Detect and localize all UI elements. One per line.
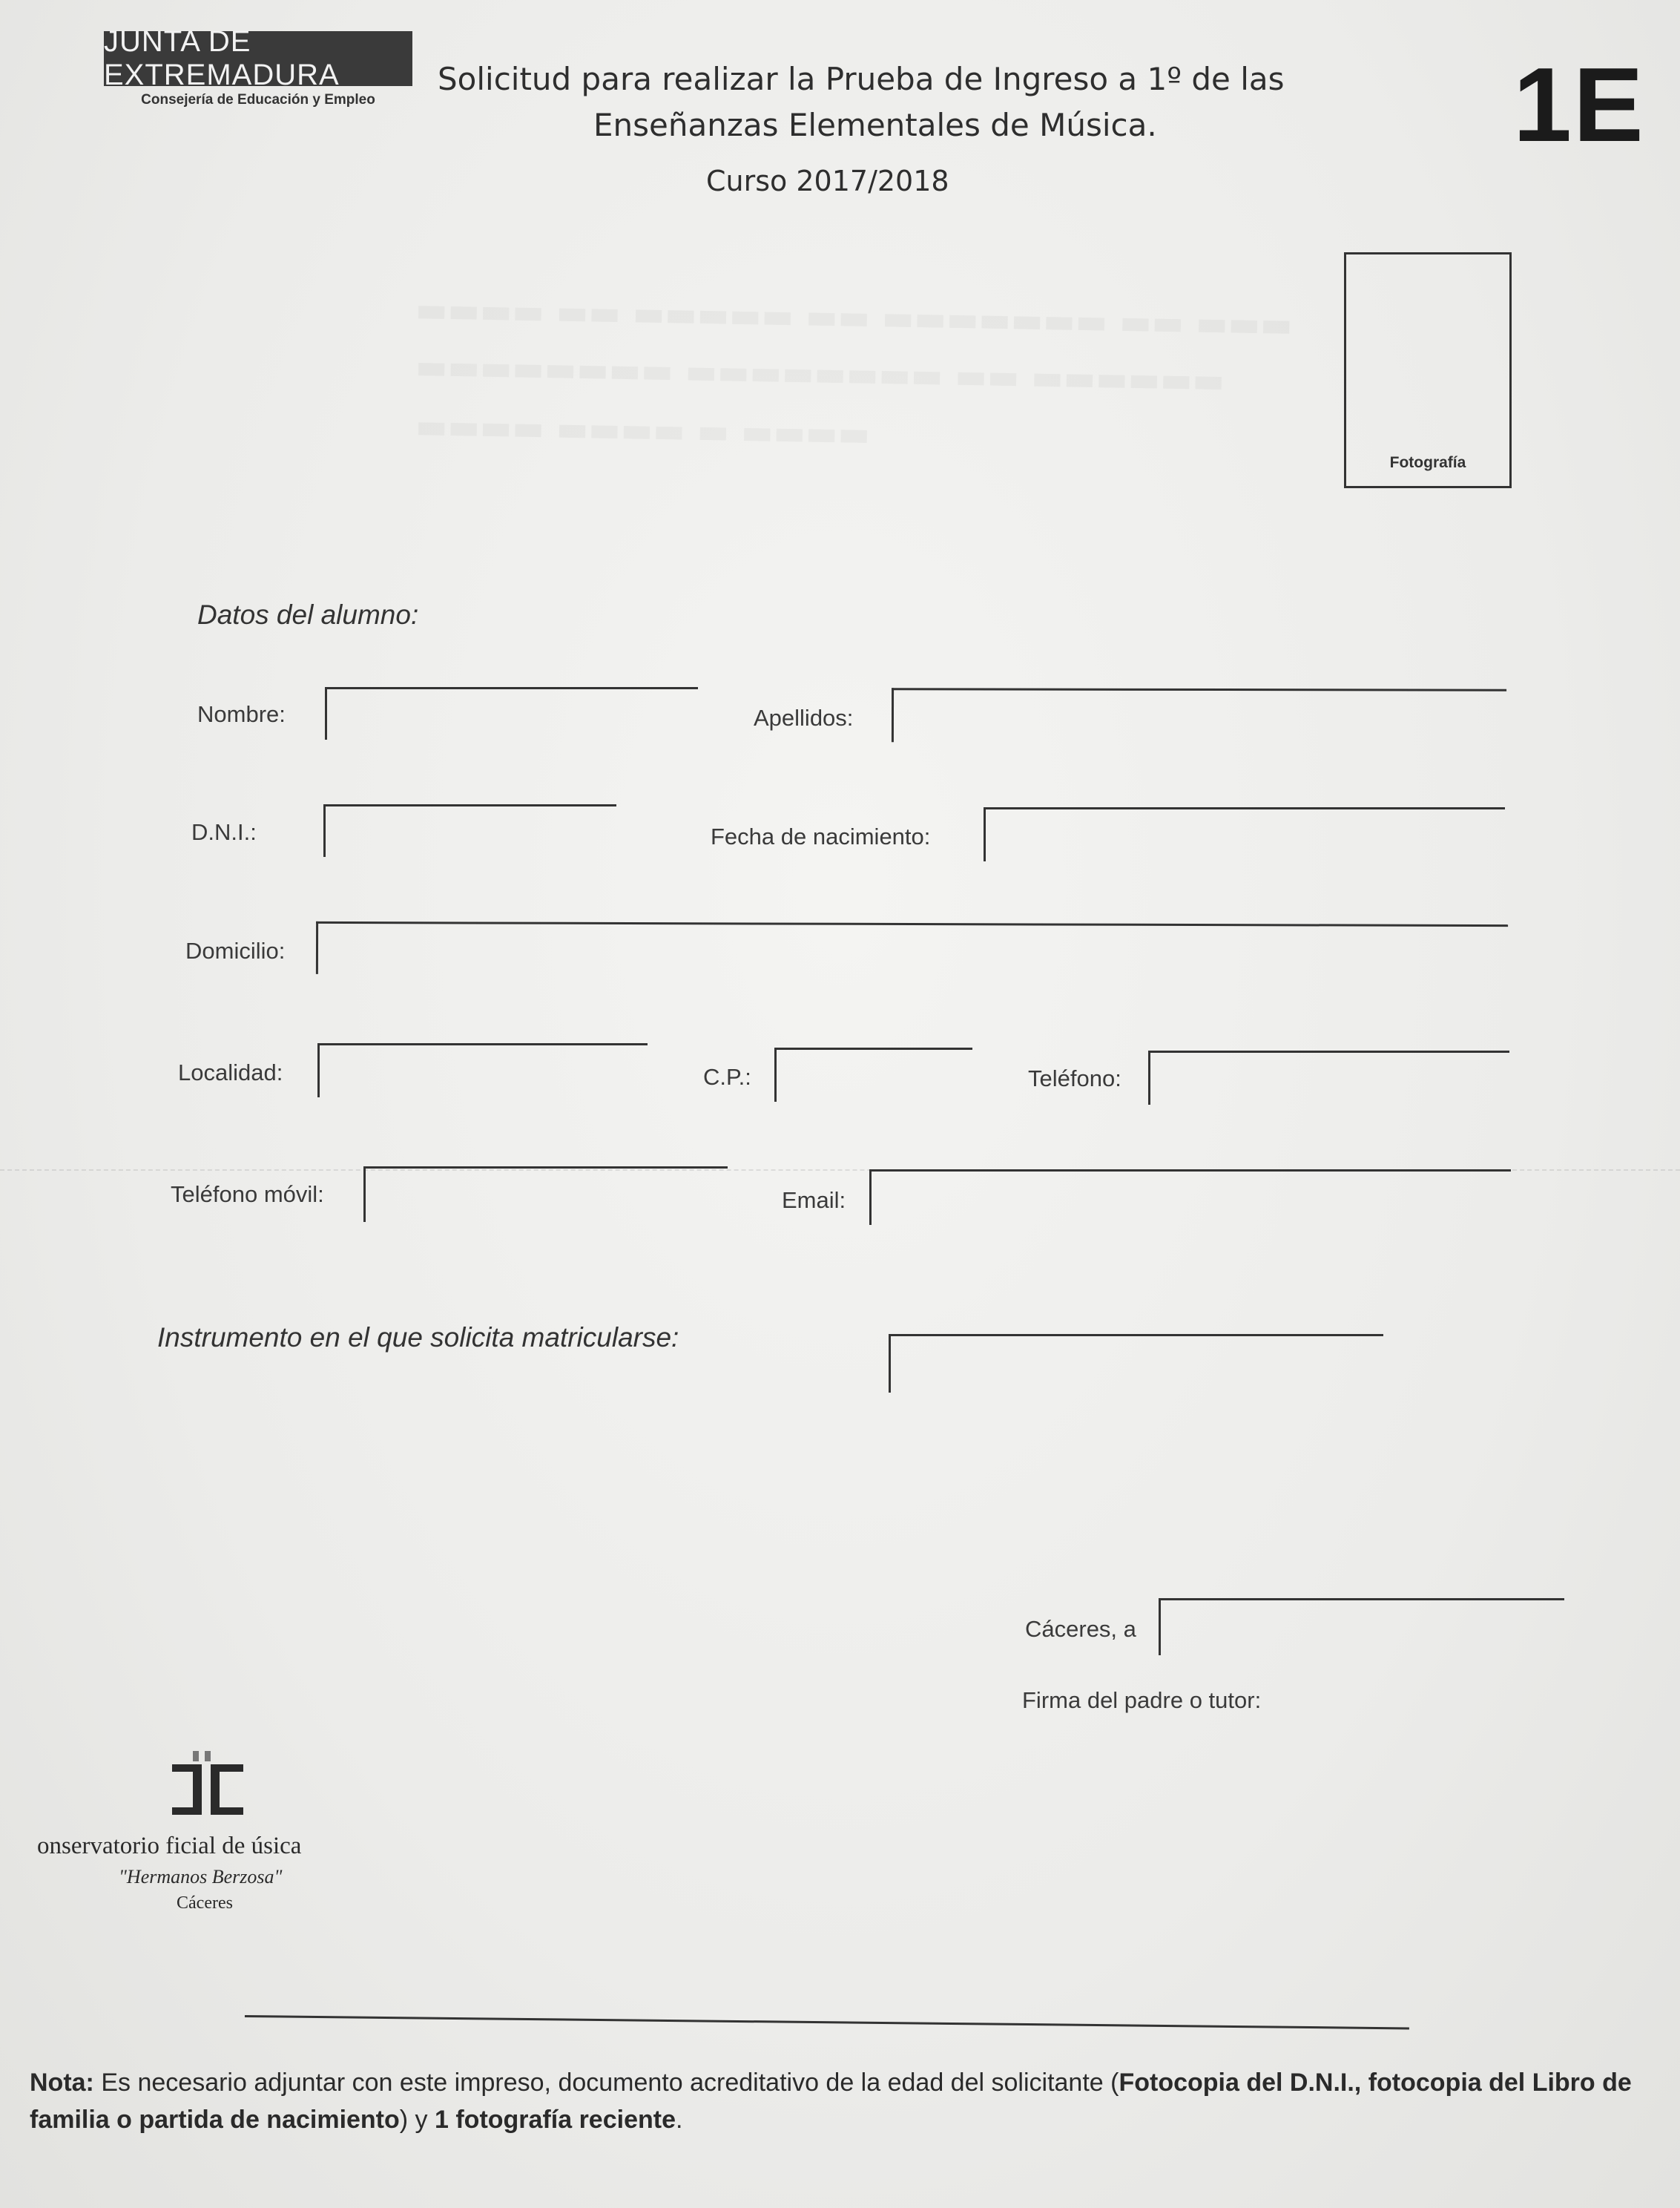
photo-box	[1344, 252, 1512, 488]
conservatory-name: onservatorio ficial de úsica	[37, 1833, 302, 1859]
photo-label: Fotografía	[1389, 454, 1466, 471]
note-text-2: ) y	[399, 2106, 435, 2134]
footer-note	[30, 2064, 1647, 2138]
dni-label: D.N.I.:	[191, 819, 257, 845]
conservatory-subtitle: "Hermanos Berzosa"	[119, 1866, 283, 1887]
email-field[interactable]	[869, 1169, 1511, 1225]
form-title-line1: Solicitud para realizar la Prueba de Ingreso a 1º de las	[438, 61, 1285, 97]
telefono-movil-field[interactable]	[363, 1166, 728, 1222]
dni-field[interactable]	[323, 804, 616, 857]
localidad-field[interactable]	[317, 1043, 648, 1097]
show-through-text: ▬▬▬▬▬▬▬▬ ▬▬▬▬▬▬▬▬ ▬▬ ▬▬▬▬▬▬	[415, 346, 1225, 401]
signature-line	[245, 2015, 1409, 2029]
org-logo	[104, 25, 412, 91]
fecha-nacimiento-label: Fecha de nacimiento:	[711, 824, 931, 850]
telefono-label: Teléfono:	[1028, 1065, 1121, 1091]
form-title-line2: Enseñanzas Elementales de Música.	[593, 107, 1157, 143]
student-section-heading: Datos del alumno:	[197, 599, 419, 630]
show-through-text: ▬▬▬▬ ▬▬ ▬▬▬▬▬ ▬▬ ▬▬▬▬▬▬▬ ▬▬ ▬▬▬	[415, 289, 1294, 345]
show-through-text: ▬▬▬▬ ▬▬▬▬ ▬ ▬▬▬▬	[415, 405, 871, 454]
conservatory-city: Cáceres	[177, 1893, 233, 1913]
signer-label: Firma del padre o tutor:	[1022, 1687, 1262, 1713]
form-code: 1E	[1513, 46, 1645, 164]
course-year: Curso 2017/2018	[706, 165, 949, 197]
note-bold-2: 1 fotografía reciente	[435, 2106, 676, 2134]
localidad-label: Localidad:	[178, 1059, 283, 1085]
nombre-label: Nombre:	[197, 701, 286, 727]
email-label: Email:	[782, 1187, 846, 1213]
fecha-nacimiento-field[interactable]	[984, 807, 1505, 861]
instrument-label: Instrumento en el que solicita matricularse:	[157, 1322, 679, 1353]
apellidos-label: Apellidos:	[754, 705, 854, 731]
telefono-field[interactable]	[1148, 1051, 1509, 1105]
org-department: Consejería de Educación y Empleo	[141, 92, 375, 108]
nombre-field[interactable]	[325, 687, 698, 740]
domicilio-label: Domicilio:	[185, 938, 286, 964]
conservatory-logo-icon	[172, 1751, 246, 1819]
instrument-field[interactable]	[889, 1334, 1383, 1393]
note-text-1: Es necesario adjuntar con este impreso, documento acreditativo de la edad del solicitante (	[93, 2069, 1119, 2097]
domicilio-field[interactable]	[316, 921, 1508, 977]
date-field[interactable]	[1159, 1598, 1564, 1655]
place-date-label: Cáceres, a	[1025, 1616, 1136, 1642]
telefono-movil-label: Teléfono móvil:	[171, 1181, 324, 1207]
org-name: JUNTA DE EXTREMADURA	[104, 25, 340, 91]
note-text-3: .	[675, 2106, 683, 2134]
apellidos-field[interactable]	[892, 688, 1506, 743]
cp-field[interactable]	[774, 1048, 972, 1102]
note-lead: Nota:	[30, 2069, 94, 2097]
cp-label: C.P.:	[703, 1064, 751, 1090]
note-bold-1: Fotocopia del D.N.I., fotocopia del Libro de familia o partida de nacimiento	[30, 2069, 1632, 2134]
